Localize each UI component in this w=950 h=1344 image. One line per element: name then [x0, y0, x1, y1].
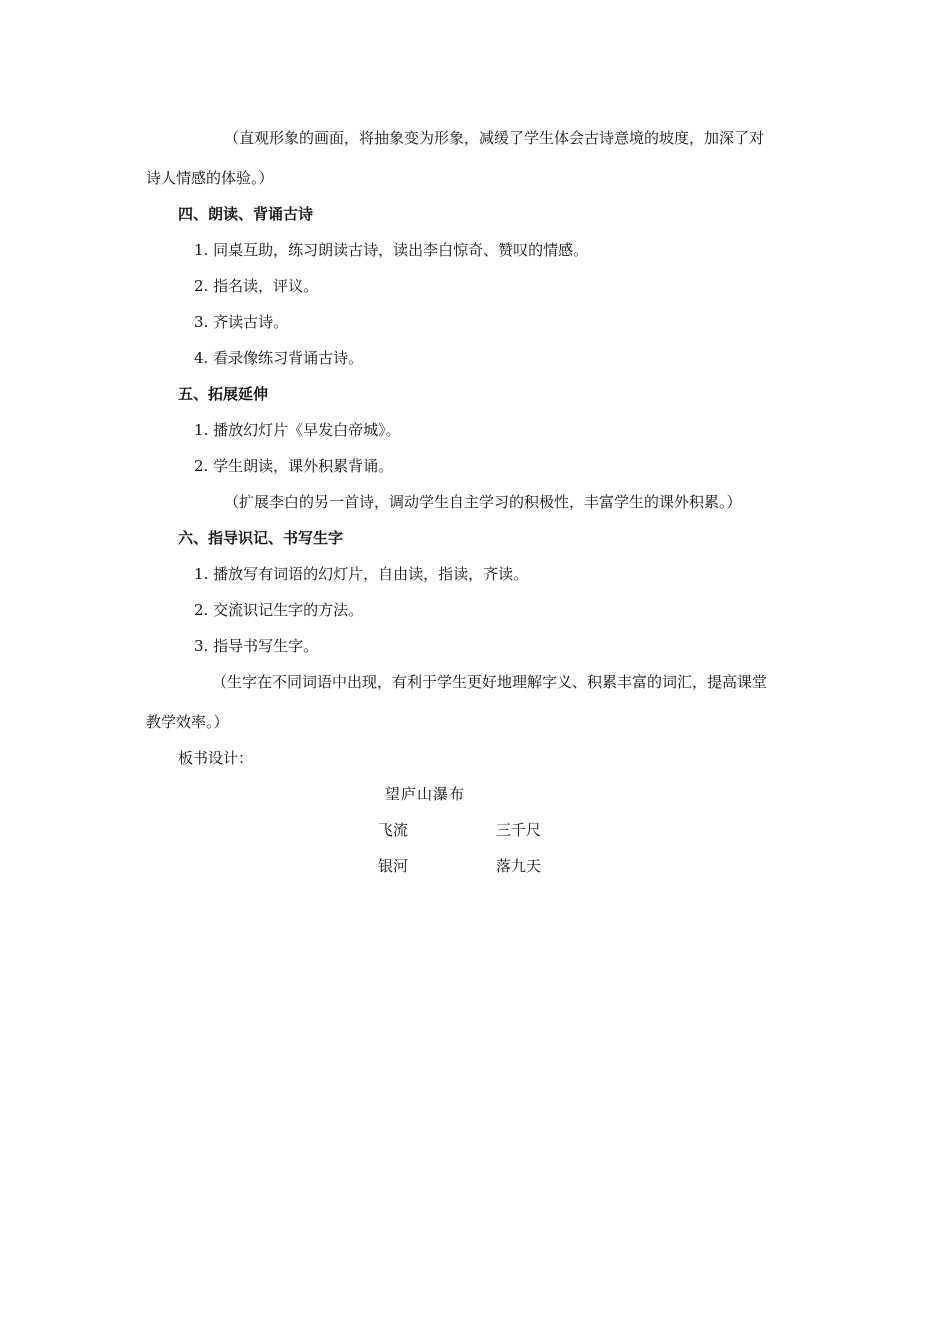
section-5-heading: 五、拓展延伸 [178, 385, 269, 403]
board-row-1-left: 飞流 [378, 821, 409, 839]
board-row-2-right: 落九天 [496, 857, 542, 875]
board-design-label: 板书设计： [178, 749, 254, 767]
section-4-heading: 四、朗读、背诵古诗 [178, 205, 314, 223]
board-row-1-right: 三千尺 [496, 821, 542, 839]
section-6-note-line-1: （生字在不同词语中出现，有利于学生更好地理解字义、积累丰富的词汇，提高课堂 [212, 673, 768, 691]
board-row-2-left: 银河 [378, 857, 409, 875]
section-6-note-line-2: 教学效率。） [146, 713, 229, 731]
board-title: 望庐山瀑布 [385, 785, 466, 803]
section-4-item-1: 1. 同桌互助，练习朗读古诗，读出李白惊奇、赞叹的情感。 [194, 241, 589, 259]
intro-note-line-2: 诗人情感的体验。） [146, 169, 274, 187]
section-6-heading: 六、指导识记、书写生字 [178, 529, 344, 547]
section-6-item-3: 3. 指导书写生字。 [194, 637, 319, 655]
section-6-item-2: 2. 交流识记生字的方法。 [194, 601, 364, 619]
section-5-note: （扩展李白的另一首诗，调动学生自主学习的积极性，丰富学生的课外积累。） [224, 493, 742, 511]
section-5-item-1: 1. 播放幻灯片《早发白帝城》。 [194, 421, 401, 439]
section-5-item-2: 2. 学生朗读，课外积累背诵。 [194, 457, 394, 475]
section-4-item-3: 3. 齐读古诗。 [194, 313, 289, 331]
section-6-item-1: 1. 播放写有词语的幻灯片，自由读，指读，齐读。 [194, 565, 529, 583]
section-4-item-4: 4. 看录像练习背诵古诗。 [194, 349, 364, 367]
intro-note-line-1: （直观形象的画面，将抽象变为形象，减缓了学生体会古诗意境的坡度，加深了对 [224, 129, 765, 147]
section-4-item-2: 2. 指名读，评议。 [194, 277, 319, 295]
